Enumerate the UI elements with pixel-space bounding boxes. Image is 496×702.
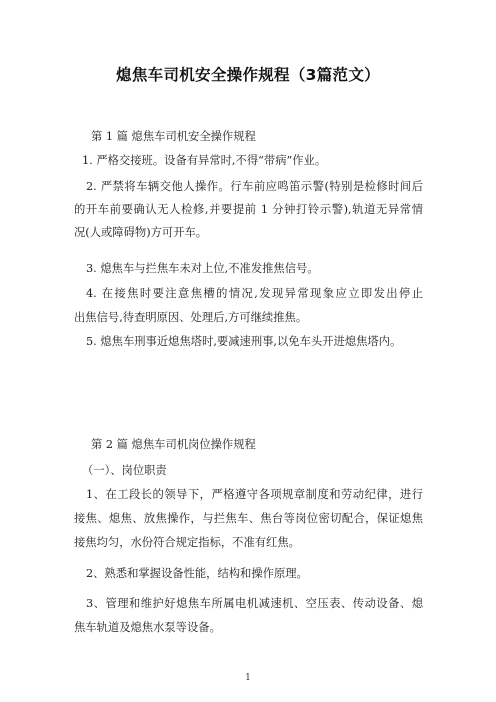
section1-item-4-line-2: 出焦信号,待查明原因、处理后,方可继续推焦。 [74, 311, 308, 324]
section1-item-2-line-3: 况(人或障碍物)方可开车。 [74, 226, 208, 239]
section1-item-2-line-2: 的开车前要确认无人检修,并要提前 1 分钟打铃示警),轨道无异常情 [74, 203, 423, 216]
section2-item-2: 2、熟悉和掌握设备性能，结构和操作原理。 [86, 567, 308, 580]
section1-item-2-line-1: 2. 严禁将车辆交他人操作。行车前应鸣笛示警(特别是检修时间后 [86, 180, 423, 193]
section2-item-1-line-2: 接焦、熄焦、放焦操作，与拦焦车、焦台等岗位密切配合，保证熄焦 [74, 512, 423, 525]
section1-item-5: 5. 熄焦车刑事近熄焦塔时,要减速刑事,以免车头开进熄焦塔内。 [86, 335, 402, 348]
section1-item-4-line-1: 4. 在接焦时要注意焦槽的情况,发现异常现象应立即发出停止 [86, 287, 423, 300]
section2-item-1-line-1: 1、在工段长的领导下，严格遵守各项规章制度和劳动纪律，进行 [86, 488, 423, 501]
section2-item-3-line-2: 焦车轨道及熄焦水泵等设备。 [74, 621, 221, 634]
section1-heading: 第 1 篇 熄焦车司机安全操作规程 [91, 130, 256, 143]
section2-item-3-line-1: 3、管理和维护好熄焦车所属电机减速机、空压表、传动设备、熄 [86, 597, 423, 610]
section1-item-3: 3. 熄焦车与拦焦车未对上位,不准发推焦信号。 [86, 262, 319, 275]
document-title: 熄焦车司机安全操作规程（3篇范文） [116, 66, 380, 84]
section1-item-1: 1. 严格交接班。设备有异常时,不得“带病”作业。 [82, 154, 327, 167]
section2-heading: 第 2 篇 熄焦车司机岗位操作规程 [91, 438, 256, 451]
section2-subheading: （一）、岗位职责 [82, 464, 167, 477]
section2-item-1-line-3: 接焦均匀，水份符合规定指标，不准有红焦。 [74, 536, 300, 549]
page-number: 1 [245, 673, 251, 683]
